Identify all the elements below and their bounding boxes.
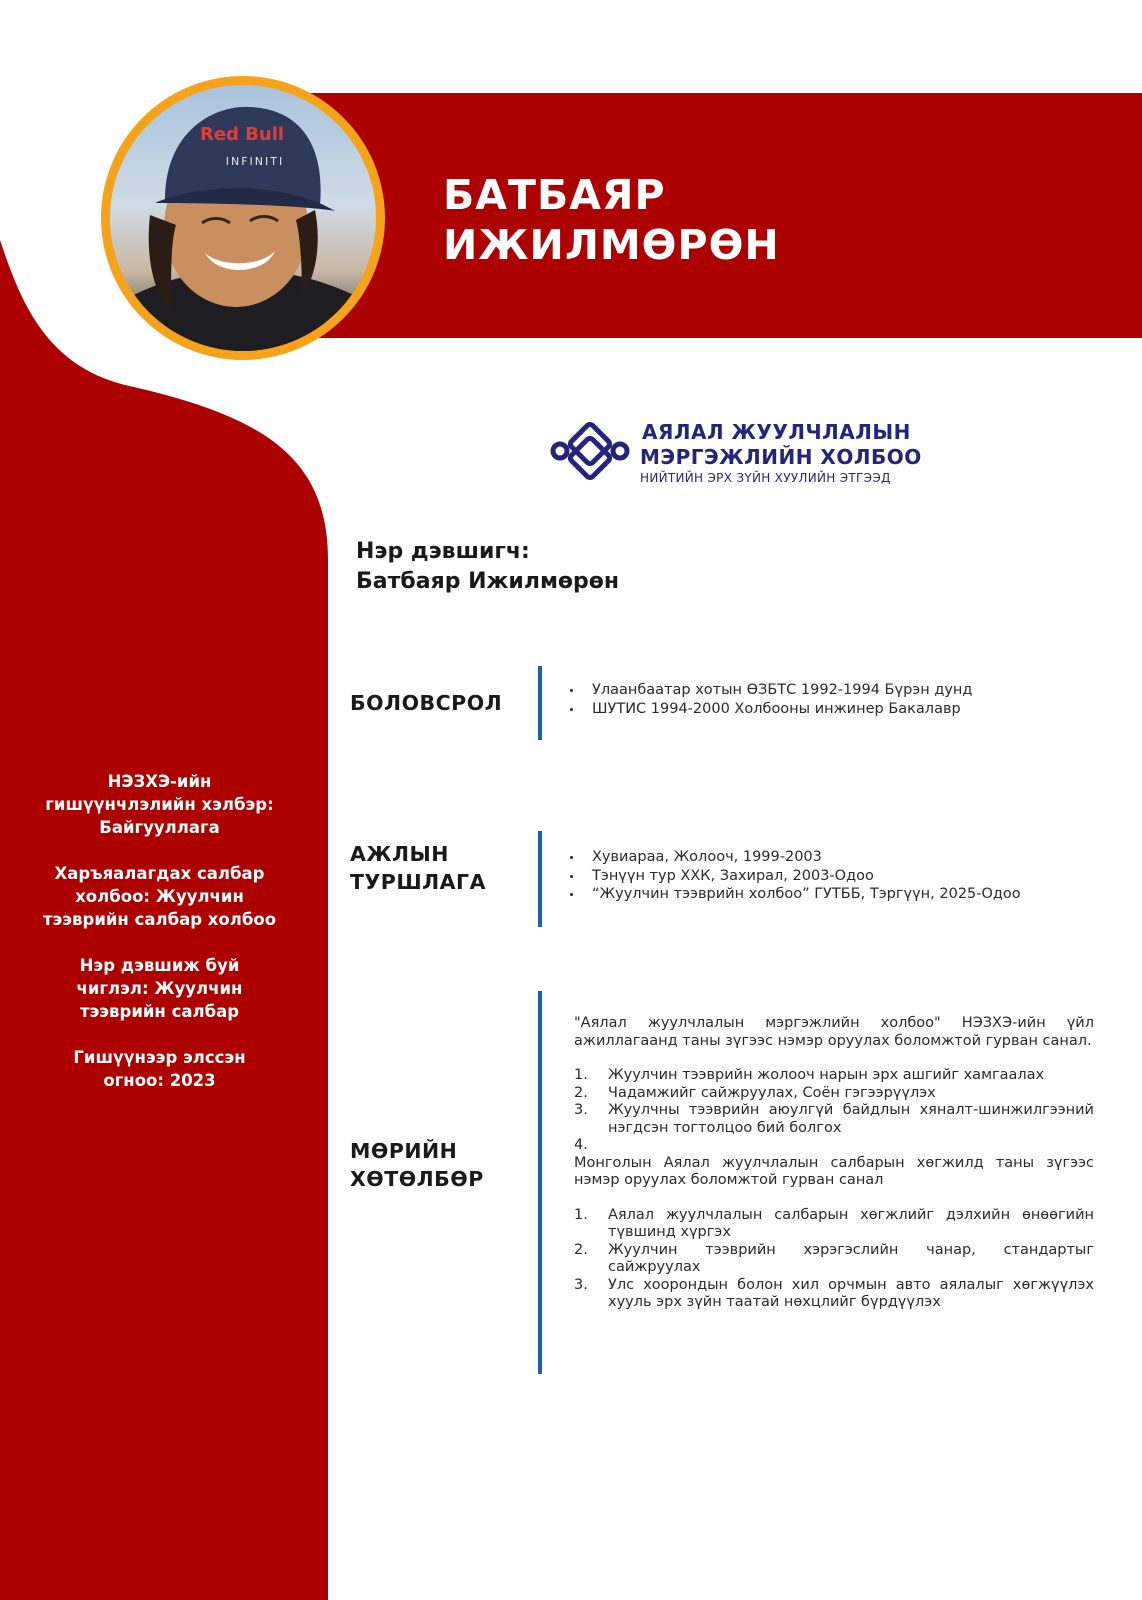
- program-intro-2: Монголын Аялал жуулчлалын салбарын хөгжилд таны зүгээс нэмэр оруулах боломжтой гурван санал: [574, 1154, 1094, 1188]
- list-item: 3. Жуулчны тээврийн аюулгүй байдлын хяналт-шинжилгээний нэгдсэн тогтолцоо бий болгох: [574, 1102, 1094, 1136]
- experience-divider: [538, 831, 542, 927]
- program-lone-number: 4.: [574, 1137, 588, 1153]
- nominee-label: Нэр дэвшигч:: [356, 539, 530, 564]
- education-divider: [538, 666, 542, 740]
- nominee-heading: [356, 537, 619, 597]
- nomination-direction: Нэр дэвшиж буй чиглэл: Жуулчин тээврийн салбар: [76, 956, 243, 1021]
- list-item: Тэнүүн тур ХХК, Захирал, 2003-Одоо: [568, 867, 1021, 886]
- program-heading: [350, 1137, 484, 1193]
- list-item: 1. Аялал жуулчлалын салбарын хөгжлийг дэлхийн өнөөгийн түвшинд хүргэх: [574, 1206, 1094, 1240]
- education-list: [568, 681, 972, 718]
- portrait-illustration: [110, 85, 376, 351]
- logo-title-line-2: МЭРГЭЖЛИЙН ХОЛБОО: [640, 445, 922, 469]
- education-heading: [350, 689, 502, 717]
- program-intro-1: "Аялал жуулчлалын мэргэжлийн холбоо" НЭЗХЭ-ийн үйл ажиллагаанд таны зүгээс нэмэр оруулах боломжтой гурван санал.: [574, 1015, 1094, 1049]
- list-item: 2. Чадамжийг сайжруулах, Соён гэгээрүүлэх: [574, 1084, 936, 1101]
- program-heading-line-2: ХӨТӨЛБӨР: [350, 1167, 484, 1191]
- program-list-2: [574, 1207, 1094, 1312]
- list-item: ШУТИС 1994-2000 Холбооны инжинер Бакалавр: [568, 700, 972, 719]
- logo-subtitle: НИЙТИЙН ЭРХ ЗҮЙН ХУУЛИЙН ЭТГЭЭД: [640, 471, 891, 485]
- cap-sponsor-text: INFINITI: [225, 155, 285, 168]
- list-item: 1. Жуулчин тээврийн жолооч нарын эрх ашгийг хамгаалах: [574, 1067, 1045, 1083]
- education-heading-text: БОЛОВСРОЛ: [350, 691, 503, 715]
- program-divider: [538, 991, 542, 1374]
- candidate-photo: [101, 76, 385, 360]
- name-line-1: БАТБАЯР: [443, 171, 666, 219]
- sidebar-info: [42, 770, 277, 1115]
- sector-association: Харъяалагдах салбар холбоо: Жуулчин тээврийн салбар холбоо: [42, 864, 277, 929]
- experience-heading-line-2: ТУРШЛАГА: [350, 870, 486, 894]
- logo-title-line-1: АЯЛАЛ ЖУУЛЧЛАЛЫН: [642, 420, 911, 444]
- list-item: 3. Улс хоорондын болон хил орчмын авто аялалыг хөгжүүлэх хууль эрх зүйн таатай нөхцлийг бүрдүүлэх: [574, 1276, 1094, 1310]
- experience-list: [568, 848, 1021, 904]
- association-logo: [550, 418, 930, 490]
- list-item: Хувиараа, Жолооч, 1999-2003: [568, 848, 1021, 867]
- candidate-name-title: [443, 170, 780, 270]
- membership-type: НЭЗХЭ-ийн гишүүнчлэлийн хэлбэр: Байгууллага: [45, 772, 274, 837]
- program-heading-line-1: МӨРИЙН: [350, 1139, 458, 1163]
- cap-brand-text: Red Bull: [199, 124, 285, 145]
- list-item: “Жуулчин тээврийн холбоо” ГУТББ, Тэргүүн, 2025-Одоо: [568, 885, 1021, 904]
- endless-knot-icon: [550, 421, 630, 481]
- name-line-2: ИЖИЛМӨРӨН: [443, 221, 780, 269]
- membership-date: Гишүүнээр элссэн огноо: 2023: [73, 1048, 246, 1090]
- program-list-1: [574, 1067, 1094, 1137]
- list-item: 2. Жуулчин тээврийн хэрэгэслийн чанар, стандартыг сайжруулах: [574, 1241, 1094, 1275]
- list-item: Улаанбаатар хотын ӨЗБТС 1992-1994 Бүрэн дунд: [568, 681, 972, 700]
- program-content: [574, 1015, 1094, 1312]
- experience-heading: [350, 840, 486, 896]
- nominee-name: Батбаяр Ижилмөрөн: [356, 569, 620, 594]
- experience-heading-line-1: АЖЛЫН: [350, 842, 449, 866]
